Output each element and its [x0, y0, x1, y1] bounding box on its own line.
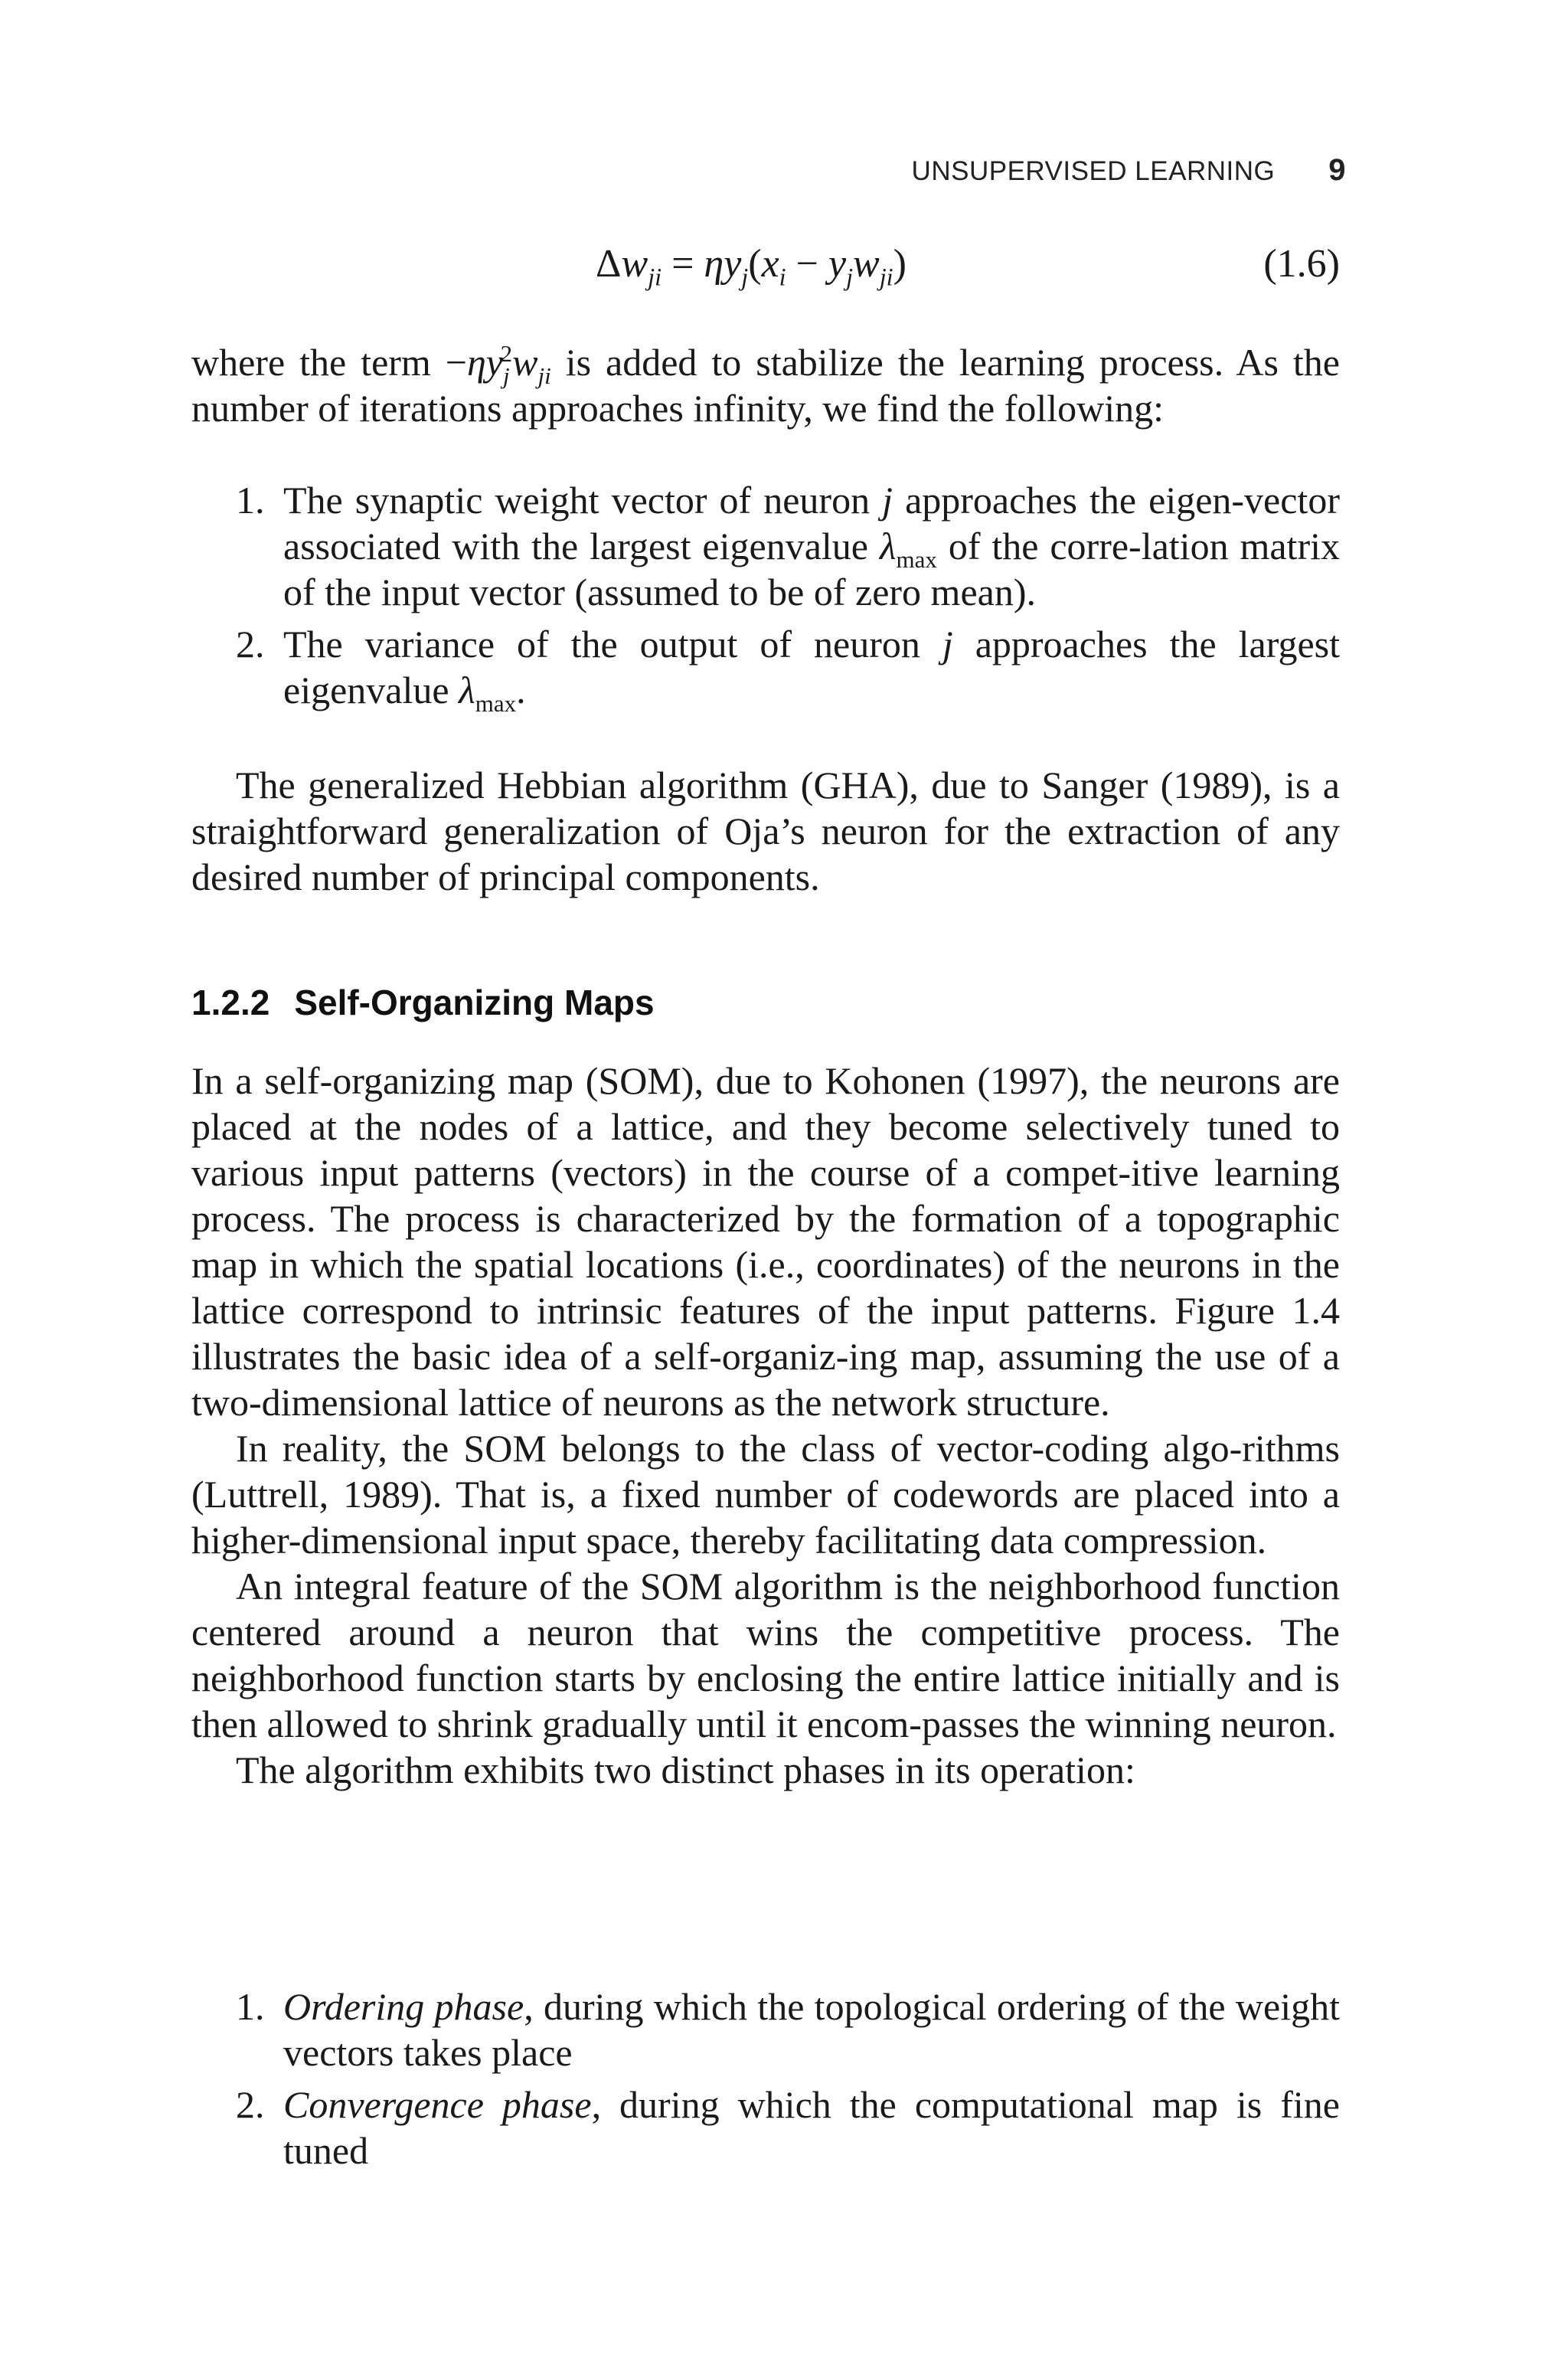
- equation-1-6: [191, 241, 1340, 295]
- list-item-text: The variance of the output of neuron: [283, 623, 942, 666]
- paragraph-text: The algorithm exhibits two distinct phases in its operation:: [236, 1748, 1135, 1791]
- equation-number: (1.6): [1263, 242, 1340, 286]
- list-item-number: 1.: [236, 479, 265, 522]
- section-heading: [191, 982, 655, 1023]
- list-item-text: , during which the topological ordering of the weight vectors takes place: [283, 1985, 1340, 2074]
- list-item: 1. The synaptic weight vector of neuron j approaches the eigen-vector associated with the largest eigenvalue $\lambda_{max}$ of the corre-lation matrix of the input vector (assumed to be of zero mean).: [236, 479, 1340, 613]
- paragraph-gha: [191, 762, 1340, 900]
- list-item-text: of the corre-lation matrix of the input vector (assumed to be of zero mean).: [283, 525, 1340, 613]
- section-title: Self-Organizing Maps: [294, 983, 655, 1022]
- numbered-list-phases: [191, 1984, 1340, 2180]
- equation-expression: $\Delta w_{ji} = \eta y_j(x_i - y_jw_{ji})$: [596, 242, 906, 291]
- paragraph-text: In a self-organizing map (SOM), due to Kohonen (1997), the neurons are placed at the nodes of a lattice, and they become selectively tuned to various input patterns (vectors) in the course of a compet-itive learning process. The process is characterized by the formation of a topographic map in which the spatial locations (i.e., coordinates) of the neurons in the lattice correspond to intrinsic features of the input patterns. Figure 1.4 illustrates the basic idea of a self-organiz-ing map, assuming the use of a two-dimensional lattice of neurons as the network structure.: [191, 1059, 1340, 1424]
- running-header: [912, 153, 1346, 188]
- list-item: [191, 2082, 1340, 2173]
- list-item: 2. The variance of the output of neuron j approaches the largest eigenvalue $\lambda_{max}$.: [236, 623, 1340, 717]
- page-number: 9: [1328, 153, 1346, 187]
- list-item-number: 1.: [236, 1985, 265, 2028]
- list-item-text: approaches the eigen-vector associated with the largest eigenvalue: [283, 479, 1340, 567]
- list-item-term: Convergence phase: [283, 2083, 592, 2126]
- list-item-text: approaches the largest eigenvalue: [283, 623, 1340, 711]
- list-item: [191, 1984, 1340, 2075]
- running-title: UNSUPERVISED LEARNING: [911, 156, 1276, 186]
- list-item-term: Ordering phase: [283, 1985, 524, 2028]
- section-body: [191, 1058, 1340, 1793]
- numbered-list-oja: [191, 477, 1340, 719]
- list-item-text: , during which the computational map is fine tuned: [283, 2083, 1340, 2172]
- list-item-number: 2.: [236, 2083, 265, 2126]
- paragraph-text: The generalized Hebbian algorithm (GHA), due to Sanger (1989), is a straightforward generalization of Oja’s neuron for the extraction of any desired number of principal components.: [191, 764, 1340, 898]
- list-item-text: .: [516, 669, 526, 711]
- paragraph-text: In reality, the SOM belongs to the class of vector-coding algo-rithms (Luttrell, 1989). That is, a fixed number of codewords are placed into a higher-dimensional input space, thereby facilitating data compression.: [191, 1427, 1340, 1562]
- list-item-number: 2.: [236, 623, 265, 666]
- list-item-text: The synaptic weight vector of neuron: [283, 479, 883, 522]
- paragraph-stabilize: where the term $-\eta y_j^2w_{ji}$ is added to stabilize the learning process. As the number of iterations approaches infinity, we find the following:: [191, 340, 1340, 430]
- para1-text-b: is added to stabilize the learning process. As the number of iterations approaches infinity, we find the following:: [191, 341, 1340, 430]
- section-number: 1.2.2: [191, 983, 270, 1022]
- para1-text-a: where the term −: [191, 341, 467, 384]
- paragraph-text: An integral feature of the SOM algorithm is the neighborhood function centered around a neuron that wins the competitive process. The neighborhood function starts by enclosing the entire lattice initially and is then allowed to shrink gradually until it encom-passes the winning neuron.: [191, 1565, 1340, 1745]
